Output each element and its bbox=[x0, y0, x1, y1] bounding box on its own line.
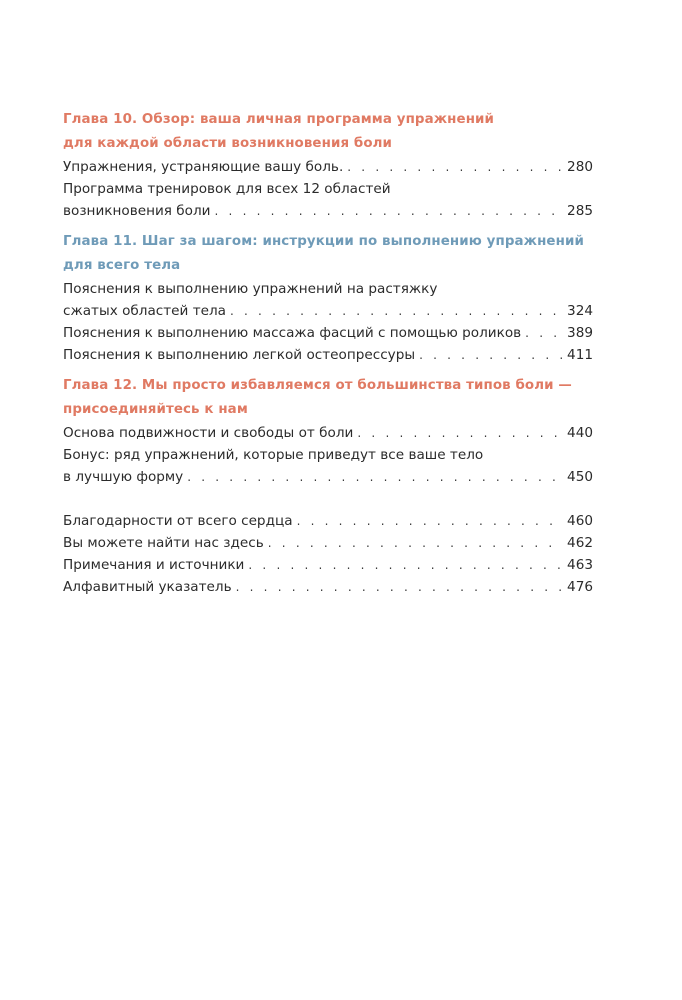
dot-leader bbox=[187, 466, 563, 488]
toc-page-number: 450 bbox=[567, 469, 593, 485]
table-of-contents bbox=[63, 108, 593, 598]
chapter-title-line: для каждой области возникновения боли bbox=[63, 136, 393, 151]
chapter-title-line: Глава 11. Шаг за шагом: инструкции по выполнению упражнений bbox=[63, 234, 584, 249]
section-spacer bbox=[63, 496, 593, 510]
chapter-title-line: для всего тела bbox=[63, 258, 181, 273]
toc-page-number: 440 bbox=[567, 425, 593, 441]
chapter-title-line: Глава 10. Обзор: ваша личная программа упражнений bbox=[63, 112, 495, 127]
toc-page-number: 389 bbox=[567, 325, 593, 341]
toc-entry-label: возникновения боли bbox=[63, 203, 211, 219]
toc-entry[interactable] bbox=[63, 156, 593, 178]
toc-entry-label: Основа подвижности и свободы от боли bbox=[63, 425, 354, 441]
toc-entry[interactable] bbox=[63, 576, 593, 598]
chapter-title-line: Глава 12. Мы просто избавляемся от большинства типов боли — bbox=[63, 378, 572, 393]
toc-page-number: 280 bbox=[567, 159, 593, 175]
toc-page-number: 463 bbox=[567, 557, 593, 573]
chapter-10-title bbox=[63, 108, 593, 156]
dot-leader bbox=[297, 510, 563, 532]
toc-entry[interactable] bbox=[63, 532, 593, 554]
toc-page-number: 411 bbox=[567, 347, 593, 363]
dot-leader bbox=[248, 554, 563, 576]
dot-leader bbox=[268, 532, 563, 554]
toc-entry-label-line: Программа тренировок для всех 12 областей bbox=[63, 181, 391, 197]
dot-leader bbox=[236, 576, 563, 598]
toc-entry[interactable] bbox=[63, 466, 593, 488]
chapter-11 bbox=[63, 230, 593, 366]
toc-page-number: 476 bbox=[567, 579, 593, 595]
toc-entry[interactable] bbox=[63, 344, 593, 366]
dot-leader bbox=[357, 422, 563, 444]
toc-entry-label-line: Пояснения к выполнению упражнений на растяжку bbox=[63, 281, 438, 297]
toc-page-number: 285 bbox=[567, 203, 593, 219]
toc-page-number: 324 bbox=[567, 303, 593, 319]
backmatter bbox=[63, 510, 593, 598]
toc-entry[interactable] bbox=[63, 510, 593, 532]
dot-leader bbox=[215, 200, 564, 222]
dot-leader bbox=[347, 156, 563, 178]
chapter-10 bbox=[63, 108, 593, 222]
chapter-title-line: присоединяйтесь к нам bbox=[63, 402, 248, 417]
toc-entry-label-line: Бонус: ряд упражнений, которые приведут все ваше тело bbox=[63, 447, 484, 463]
toc-entry[interactable] bbox=[63, 300, 593, 322]
toc-entry[interactable] bbox=[63, 200, 593, 222]
toc-page-number: 460 bbox=[567, 513, 593, 529]
toc-page-number: 462 bbox=[567, 535, 593, 551]
toc-entry-label: в лучшую форму bbox=[63, 469, 184, 485]
toc-entry-label: Пояснения к выполнению легкой остеопрессуры bbox=[63, 347, 416, 363]
toc-entry-label: Алфавитный указатель bbox=[63, 579, 232, 595]
chapter-11-title bbox=[63, 230, 593, 278]
toc-entry-label: сжатых областей тела bbox=[63, 303, 226, 319]
toc-entry-label: Пояснения к выполнению массажа фасций с помощью роликов bbox=[63, 325, 522, 341]
toc-entry-label: Вы можете найти нас здесь bbox=[63, 535, 264, 551]
toc-entry-label: Благодарности от всего сердца bbox=[63, 513, 293, 529]
toc-entry[interactable] bbox=[63, 554, 593, 576]
toc-entry-label: Примечания и источники bbox=[63, 557, 245, 573]
dot-leader bbox=[419, 344, 563, 366]
toc-entry-label: Упражнения, устраняющие вашу боль. bbox=[63, 159, 344, 175]
dot-leader bbox=[230, 300, 563, 322]
chapter-12-title bbox=[63, 374, 593, 422]
dot-leader bbox=[525, 322, 563, 344]
toc-entry[interactable] bbox=[63, 422, 593, 444]
toc-entry[interactable] bbox=[63, 322, 593, 344]
chapter-12 bbox=[63, 374, 593, 488]
